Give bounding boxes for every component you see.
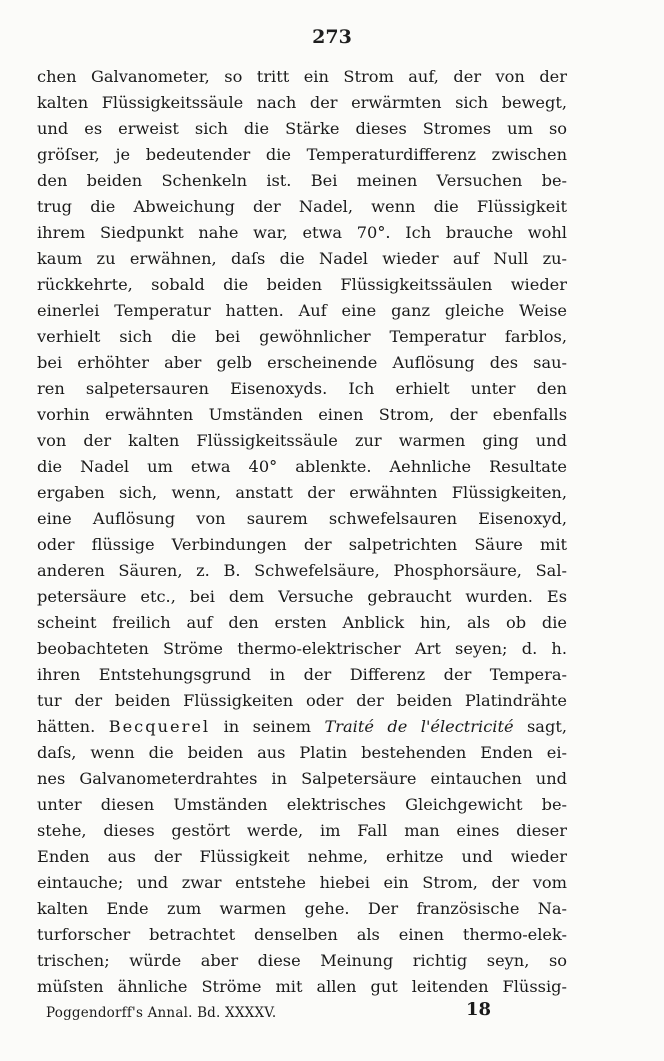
text-line: oder flüssige Verbindungen der salpetrichten Säure mit (37, 535, 567, 554)
text-line: müſsten ähnliche Ströme mit allen gut leitenden Flüssig- (37, 977, 567, 996)
page-number: 273 (312, 26, 352, 48)
text-line-becquerel (37, 714, 567, 740)
text-line: verhielt sich die bei gewöhnlicher Temperatur farblos, (37, 327, 567, 346)
text-line: scheint freilich auf den ersten Anblick hin, als ob die (37, 613, 567, 632)
text-line: kalten Ende zum warmen gehe. Der französische Na- (37, 899, 567, 918)
text-line: kaum zu erwähnen, daſs die Nadel wieder auf Null zu- (37, 249, 567, 268)
text-line: rückkehrte, sobald die beiden Flüssigkeitssäulen wieder (37, 275, 567, 294)
text-line: stehe, dieses gestört werde, im Fall man eines dieser (37, 821, 567, 840)
footer-source: Poggendorff's Annal. Bd. XXXXV. (46, 1005, 277, 1021)
body-text (37, 64, 567, 1000)
text-line: vorhin erwähnten Umständen einen Strom, der ebenfalls (37, 405, 567, 424)
text-line: und es erweist sich die Stärke dieses Stromes um so (37, 119, 567, 138)
line-end: sagt, (527, 717, 567, 736)
author-name: Becquerel (108, 717, 211, 736)
text-line: Enden aus der Flüssigkeit nehme, erhitze und wieder (37, 847, 567, 866)
text-line: anderen Säuren, z. B. Schwefelsäure, Phosphorsäure, Sal- (37, 561, 567, 580)
text-line: unter diesen Umständen elektrisches Gleichgewicht be- (37, 795, 567, 814)
text-line: einerlei Temperatur hatten. Auf eine ganz gleiche Weise (37, 301, 567, 320)
text-line: nes Galvanometerdrahtes in Salpetersäure eintauchen und (37, 769, 567, 788)
text-line: petersäure etc., bei dem Versuche gebraucht wurden. Es (37, 587, 567, 606)
text-line: ergaben sich, wenn, anstatt der erwähnten Flüssigkeiten, (37, 483, 567, 502)
line-start: hätten. (37, 717, 96, 736)
text-line: daſs, wenn die beiden aus Platin bestehenden Enden ei- (37, 743, 567, 762)
text-line: den beiden Schenkeln ist. Bei meinen Versuchen be- (37, 171, 567, 190)
text-line: beobachteten Ströme thermo-elektrischer Art seyen; d. h. (37, 639, 567, 658)
text-line: von der kalten Flüssigkeitssäule zur warmen ging und (37, 431, 567, 450)
book-title: Traité de l'électricité (324, 717, 514, 736)
page-footer (46, 999, 496, 1021)
text-line: eine Auflösung von saurem schwefelsauren Eisenoxyd, (37, 509, 567, 528)
signature-mark: 18 (466, 999, 492, 1020)
text-line: eintauche; und zwar entstehe hiebei ein Strom, der vom (37, 873, 567, 892)
text-line: gröſser, je bedeutender die Temperaturdifferenz zwischen (37, 145, 567, 164)
text-line: ren salpetersauren Eisenoxyds. Ich erhielt unter den (37, 379, 567, 398)
text-line: trischen; würde aber diese Meinung richtig seyn, so (37, 951, 567, 970)
text-line: tur der beiden Flüssigkeiten oder der beiden Platindrähte (37, 691, 567, 710)
text-line: turforscher betrachtet denselben als einen thermo-elek- (37, 925, 567, 944)
line-middle: in seinem (223, 717, 312, 736)
text-line: bei erhöhter aber gelb erscheinende Auflösung des sau- (37, 353, 567, 372)
text-line: trug die Abweichung der Nadel, wenn die Flüssigkeit (37, 197, 567, 216)
text-line: die Nadel um etwa 40° ablenkte. Aehnliche Resultate (37, 457, 567, 476)
text-line: ihren Entstehungsgrund in der Differenz der Tempera- (37, 665, 567, 684)
text-line: kalten Flüssigkeitssäule nach der erwärmten sich bewegt, (37, 93, 567, 112)
text-line: chen Galvanometer, so tritt ein Strom auf, der von der (37, 67, 567, 86)
text-line: ihrem Siedpunkt nahe war, etwa 70°. Ich brauche wohl (37, 223, 567, 242)
